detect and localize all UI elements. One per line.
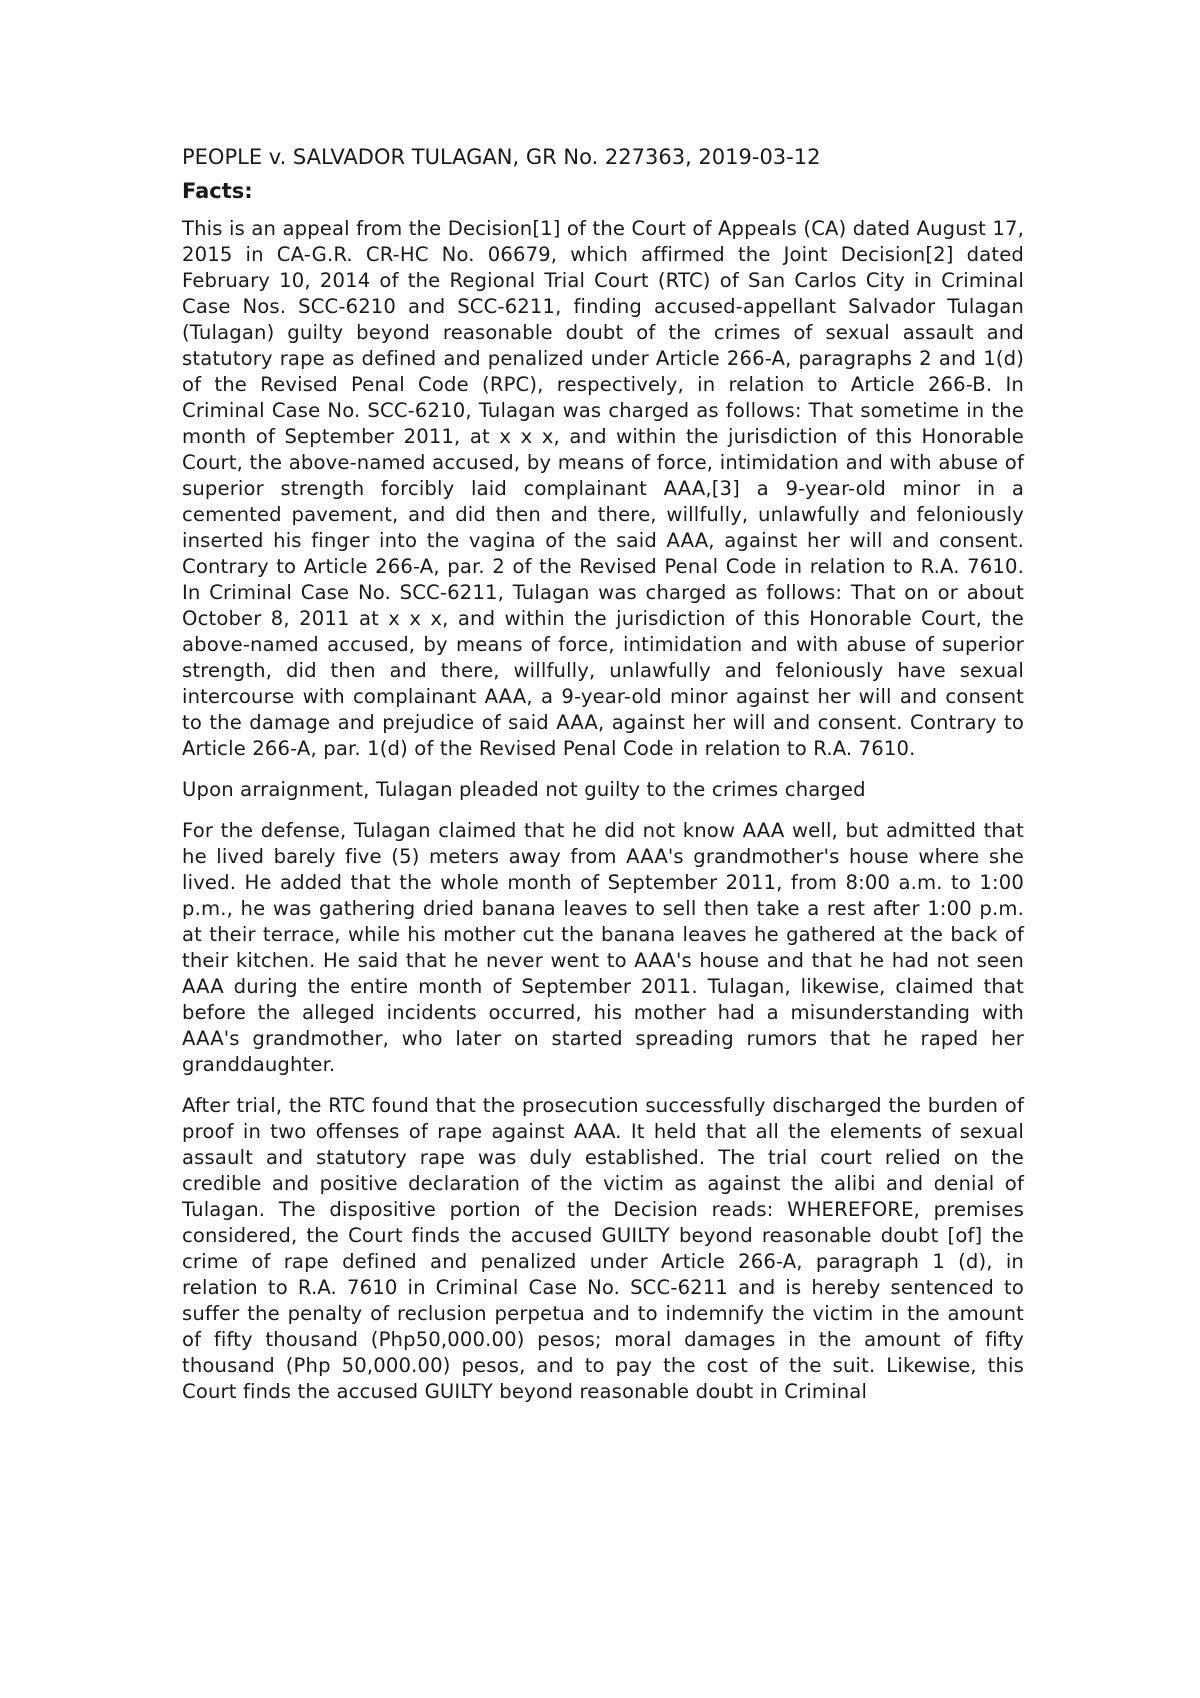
document-page: [182, 142, 1024, 1420]
paragraph-defense: For the defense, Tulagan claimed that he did not know AAA well, but admitted that he lived barely five (5) meters away from AAA's grandmother's house where she lived. He added that the whole month of September 2011, from 8:00 a.m. to 1:00 p.m., he was gathering dried banana leaves to sell then take a rest after 1:00 p.m. at their terrace, while his mother cut the banana leaves he gathered at the back of their kitchen. He said that he never went to AAA's house and that he had not seen AAA during the entire month of September 2011. Tulagan, likewise, claimed that before the alleged incidents occurred, his mother had a misunderstanding with AAA's grandmother, who later on started spreading rumors that he raped her granddaughter.: [182, 819, 1024, 1076]
paragraph-rtc-decision: After trial, the RTC found that the prosecution successfully discharged the burden of proof in two offenses of rape against AAA. It held that all the elements of sexual assault and statutory rape was duly established. The trial court relied on the credible and positive declaration of the victim as against the alibi and denial of Tulagan. The dispositive portion of the Decision reads: WHEREFORE, premises considered, the Court finds the accused GUILTY beyond reasonable doubt [of] the crime of rape defined and penalized under Article 266-A, paragraph 1 (d), in relation to R.A. 7610 in Criminal Case No. SCC-6211 and is hereby sentenced to suffer the penalty of reclusion perpetua and to indemnify the victim in the amount of fifty thousand (Php50,000.00) pesos; moral damages in the amount of fifty thousand (Php 50,000.00) pesos, and to pay the cost of the suit. Likewise, this Court finds the accused GUILTY beyond reasonable doubt in Criminal: [182, 1094, 1024, 1403]
paragraph-arraignment: Upon arraignment, Tulagan pleaded not guilty to the crimes charged: [182, 778, 866, 801]
facts-heading: Facts:: [182, 179, 253, 203]
case-title: PEOPLE v. SALVADOR TULAGAN, GR No. 227363, 2019-03-12: [182, 145, 821, 169]
paragraph-appeal-charges: This is an appeal from the Decision[1] of the Court of Appeals (CA) dated August 17, 2015 in CA-G.R. CR-HC No. 06679, which affirmed the Joint Decision[2] dated February 10, 2014 of the Regional Trial Court (RTC) of San Carlos City in Criminal Case Nos. SCC-6210 and SCC-6211, finding accused-appellant Salvador Tulagan (Tulagan) guilty beyond reasonable doubt of the crimes of sexual assault and statutory rape as defined and penalized under Article 266-A, paragraphs 2 and 1(d) of the Revised Penal Code (RPC), respectively, in relation to Article 266-B. In Criminal Case No. SCC-6210, Tulagan was charged as follows: That sometime in the month of September 2011, at x x x, and within the jurisdiction of this Honorable Court, the above-named accused, by means of force, intimidation and with abuse of superior strength forcibly laid complainant AAA,[3] a 9-year-old minor in a cemented pavement, and did then and there, willfully, unlawfully and feloniously inserted his finger into the vagina of the said AAA, against her will and consent. Contrary to Article 266-A, par. 2 of the Revised Penal Code in relation to R.A. 7610. In Criminal Case No. SCC-6211, Tulagan was charged as follows: That on or about October 8, 2011 at x x x, and within the jurisdiction of this Honorable Court, the above-named accused, by means of force, intimidation and with abuse of superior strength, did then and there, willfully, unlawfully and feloniously have sexual intercourse with complainant AAA, a 9-year-old minor against her will and consent to the damage and prejudice of said AAA, against her will and consent. Contrary to Article 266-A, par. 1(d) of the Revised Penal Code in relation to R.A. 7610.: [182, 217, 1024, 760]
